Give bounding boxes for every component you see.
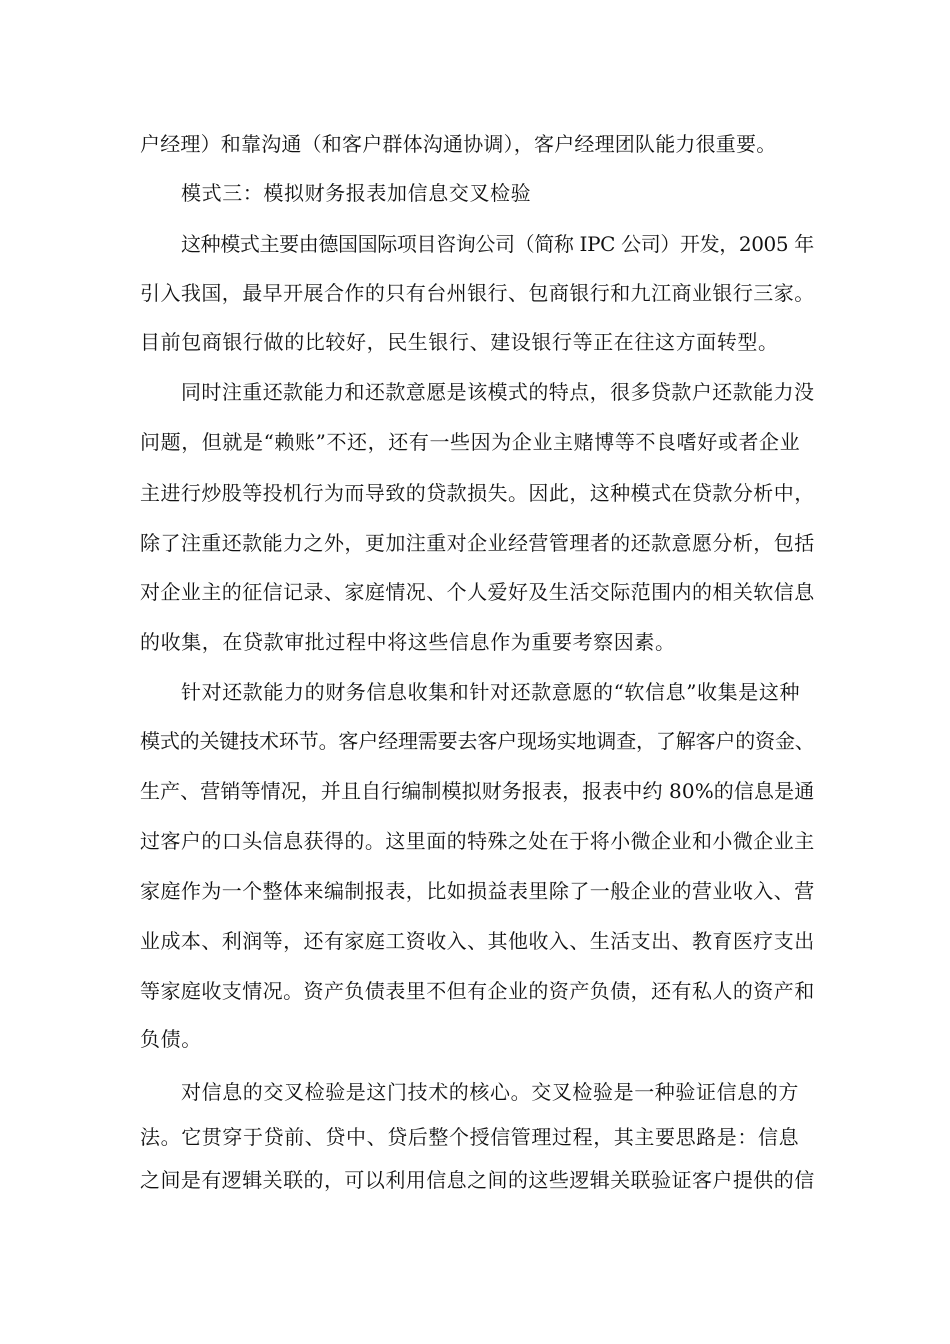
body-text-line: 模式的关键技术环节。客户经理需要去客户现场实地调查，了解客户的资金、 [140,729,815,753]
body-text-line: 业成本、利润等，还有家庭工资收入、其他收入、生活支出、教育医疗支出 [140,929,815,953]
body-text-line: 对企业主的征信记录、家庭情况、个人爱好及生活交际范围内的相关软信息 [140,580,815,604]
body-text-line: 的收集，在贷款审批过程中将这些信息作为重要考察因素。 [140,630,676,654]
body-text-line: 生产、营销等情况，并且自行编制模拟财务报表，报表中约 80%的信息是通 [140,779,815,803]
body-text-line: 负债。 [140,1027,202,1051]
body-text-line: 目前包商银行做的比较好，民生银行、建设银行等正在往这方面转型。 [140,330,779,354]
body-text-line: 除了注重还款能力之外，更加注重对企业经营管理者的还款意愿分析，包括 [140,531,815,555]
body-text-line: 等家庭收支情况。资产负债表里不但有企业的资产负债，还有私人的资产和 [140,979,815,1003]
body-text-line: 家庭作为一个整体来编制报表，比如损益表里除了一般企业的营业收入、营 [140,879,815,903]
body-text-line: 之间是有逻辑关联的，可以利用信息之间的这些逻辑关联验证客户提供的信 [140,1168,815,1192]
body-text-line: 法。它贯穿于贷前、贷中、贷后整个授信管理过程，其主要思路是：信息 [140,1125,800,1149]
body-text-line: 主进行炒股等投机行为而导致的贷款损失。因此，这种模式在贷款分析中， [140,481,815,505]
body-text-line: 同时注重还款能力和还款意愿是该模式的特点，很多贷款户还款能力没 [181,380,815,404]
body-text-line: 引入我国，最早开展合作的只有台州银行、包商银行和九江商业银行三家。 [140,281,815,305]
section-heading: 模式三：模拟财务报表加信息交叉检验 [181,181,532,205]
body-text-line: 问题，但就是“赖账”不还，还有一些因为企业主赌博等不良嗜好或者企业 [140,430,801,454]
body-text-line: 户经理）和靠沟通（和客户群体沟通协调），客户经理团队能力很重要。 [140,132,777,156]
body-text-line: 对信息的交叉检验是这门技术的核心。交叉检验是一种验证信息的方 [181,1080,799,1104]
body-text-line: 这种模式主要由德国国际项目咨询公司（简称 IPC 公司）开发，2005 年 [181,232,814,256]
body-text-line: 过客户的口头信息获得的。这里面的特殊之处在于将小微企业和小微企业主 [140,829,815,853]
body-text-line: 针对还款能力的财务信息收集和针对还款意愿的“软信息”收集是这种 [181,680,801,704]
